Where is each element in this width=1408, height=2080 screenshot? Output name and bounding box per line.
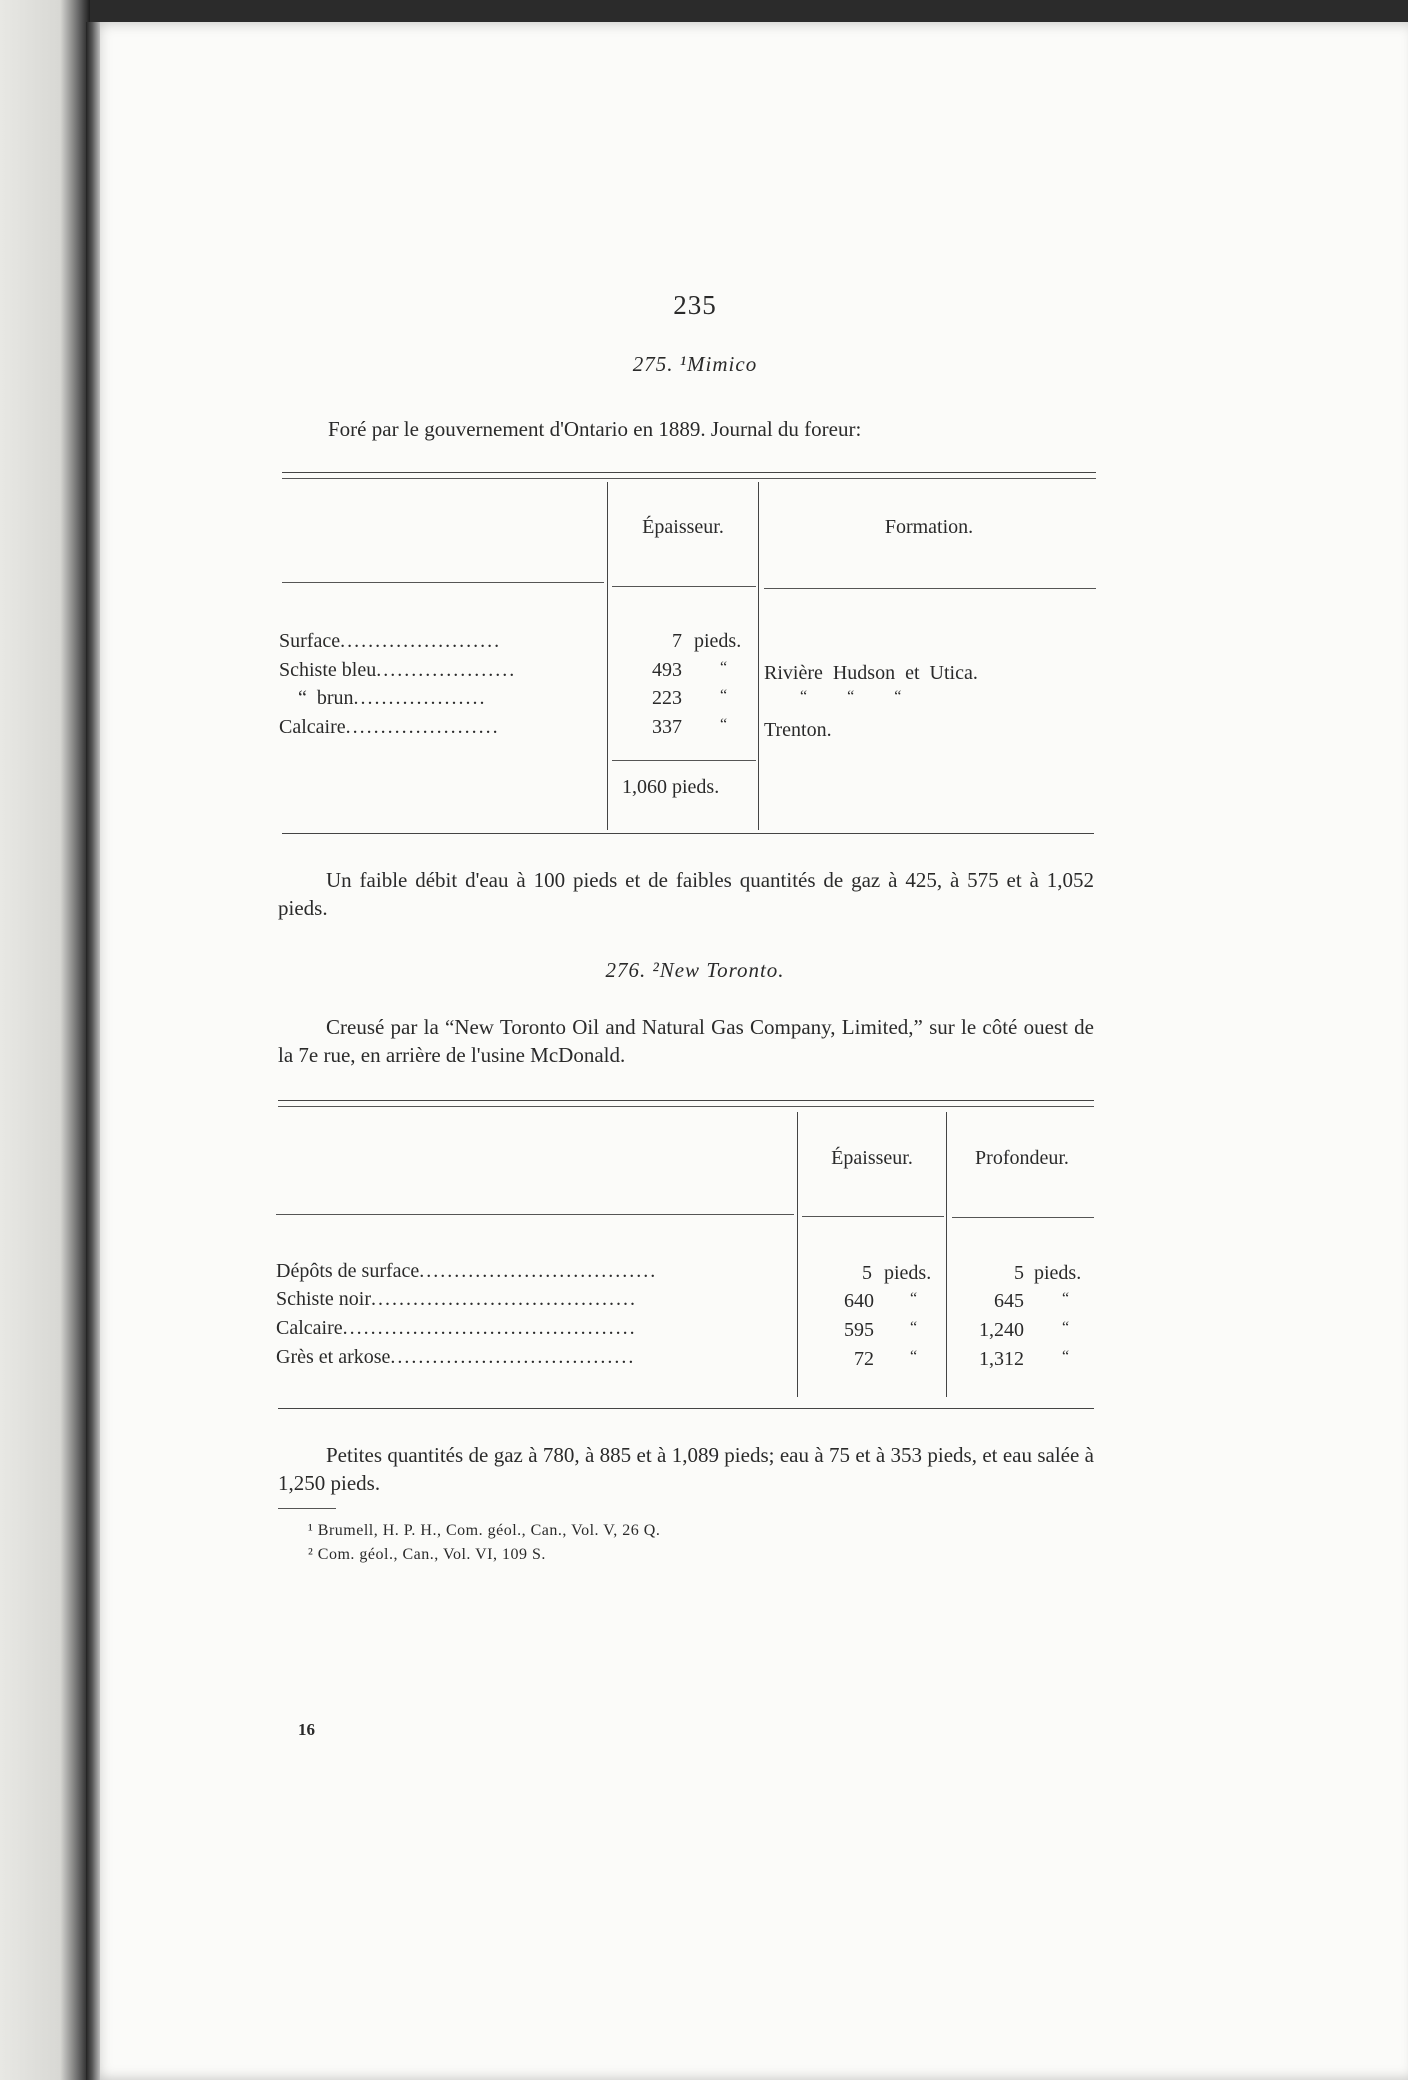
table-cell-thickness: 5 [862,1262,872,1284]
table-cell-unit: “ [720,659,728,676]
table-row-label: “ brun................... [298,687,487,709]
table-cell-thickness-unit: “ [910,1290,918,1307]
table-rule-top [278,1100,1094,1101]
table-row-label: Schiste bleu.................... [279,659,517,681]
table-cell-depth: 5 [1014,1262,1024,1284]
table-cell-depth-unit: pieds. [1034,1262,1082,1284]
table-row-label: Grès et arkose................................... [276,1346,636,1368]
table-row-label: Schiste noir...................................... [276,1288,637,1310]
column-header-epaisseur: Épaisseur. [642,516,724,538]
table-cell-thickness: 640 [844,1290,874,1312]
table-cell-value: 337 [652,716,682,738]
footnote-2: ² Com. géol., Can., Vol. VI, 109 S. [308,1546,546,1563]
table-cell-unit: “ [720,716,728,733]
table-col-divider [946,1112,947,1397]
table-cell-value: 7 [672,630,682,652]
table-header-rule [276,1214,794,1215]
table-cell-depth-unit: “ [1062,1348,1070,1365]
table-header-rule [282,582,604,583]
footnote-rule [278,1508,336,1509]
table-cell-depth-unit: “ [1062,1319,1070,1336]
table-rule-top-2 [278,1106,1094,1107]
footnote-1: ¹ Brumell, H. P. H., Com. géol., Can., Vol. V, 26 Q. [308,1522,661,1539]
column-header-profondeur: Profondeur. [975,1147,1069,1169]
table-col-divider [758,482,759,830]
table-header-rule [612,586,756,587]
section-heading-275: 275. ¹Mimico [632,352,758,376]
signature-mark: 16 [298,1720,315,1739]
table-row-label: Surface....................... [279,630,502,652]
book-spine [0,0,90,2080]
section-intro-275: Foré par le gouvernement d'Ontario en 1889. Journal du foreur: [328,417,862,441]
table-cell-depth: 1,312 [979,1348,1024,1370]
table-cell-value: 223 [652,687,682,709]
table-cell-thickness-unit: pieds. [884,1262,932,1284]
table-cell-formation: Rivière Hudson et Utica. [764,662,978,684]
table-cell-unit: pieds. [694,630,742,652]
table-header-rule [952,1217,1094,1218]
section-intro-276: Creusé par la “New Toronto Oil and Natural Gas Company, Limited,” sur le côté ouest de la 7e rue, en arrière de l'usine McDonald. [278,1015,1094,1067]
table-cell-unit: “ [720,687,728,704]
section-heading-276: 276. ²New Toronto. [605,958,785,982]
table-col-divider [607,482,608,830]
table-cell-depth-unit: “ [1062,1290,1070,1307]
table-cell-thickness-unit: “ [910,1348,918,1365]
table-cell-formation: “ “ “ [800,688,902,705]
table-cell-depth: 1,240 [979,1319,1024,1341]
table-cell-value: 493 [652,659,682,681]
table-cell-formation: Trenton. [764,719,832,741]
table-cell-thickness: 595 [844,1319,874,1341]
table-col-divider [797,1112,798,1397]
table-rule-bottom [278,1408,1094,1409]
table-rule-top [282,472,1096,473]
table-cell-thickness-unit: “ [910,1319,918,1336]
table-row-label: Dépôts de surface.................................. [276,1260,658,1282]
page-number: 235 [673,290,717,320]
column-header-epaisseur: Épaisseur. [831,1147,913,1169]
table-total: 1,060 pieds. [622,776,720,798]
page-gutter-shadow [86,22,100,2080]
table-cell-thickness: 72 [854,1348,874,1370]
table-header-rule [802,1216,944,1217]
table-row-label: Calcaire...................... [279,716,500,738]
table-sum-rule [612,760,756,761]
section-note-275: Un faible débit d'eau à 100 pieds et de faibles quantités de gaz à 425, à 575 et à 1,052 pieds. [278,868,1094,920]
table-row-label: Calcaire.......................................... [276,1317,637,1339]
table-rule-top-2 [282,478,1096,479]
table-header-rule [764,588,1096,589]
table-cell-depth: 645 [994,1290,1024,1312]
section-note-276: Petites quantités de gaz à 780, à 885 et à 1,089 pieds; eau à 75 et à 353 pieds, et eau salée à 1,250 pieds. [278,1443,1094,1495]
column-header-formation: Formation. [884,516,974,538]
table-rule-bottom [282,833,1094,834]
